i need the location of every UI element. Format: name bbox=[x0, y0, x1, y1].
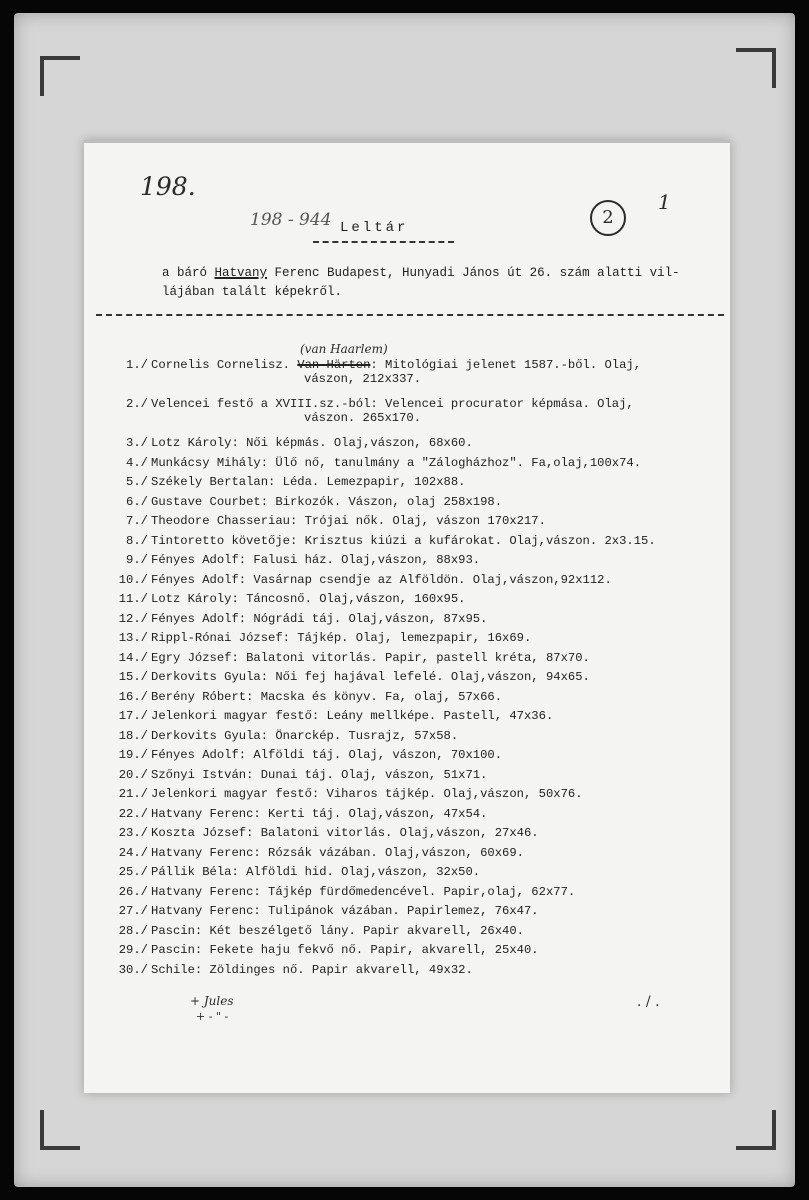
crop-mark-top-right bbox=[736, 48, 776, 88]
item-text: Berény Róbert: Macska és könyv. Fa, olaj, 57x66. bbox=[151, 689, 503, 704]
item-number: 30./ bbox=[118, 962, 148, 977]
item-number: 14./ bbox=[118, 650, 148, 665]
list-item bbox=[100, 397, 720, 436]
list-item bbox=[100, 963, 720, 983]
item-number: 20./ bbox=[118, 767, 148, 782]
list-item bbox=[100, 787, 720, 807]
list-item bbox=[100, 748, 720, 768]
item-number: 5./ bbox=[126, 475, 148, 489]
item-number: 9./ bbox=[126, 553, 148, 567]
item-number: 27./ bbox=[118, 904, 148, 918]
item-text: Lotz Károly: Táncosnő. Olaj,vászon, 160x95. bbox=[151, 592, 466, 606]
item-number: 15./ bbox=[118, 670, 148, 684]
item-number: 10./ bbox=[118, 572, 148, 587]
item-number: 1./ bbox=[126, 358, 148, 372]
list-item bbox=[100, 592, 720, 612]
item-text: Hatvany Ferenc: Tájkép fürdőmedencével. Papir,olaj, 62x77. bbox=[151, 884, 576, 899]
dashed-separator bbox=[96, 314, 724, 316]
item-text bbox=[151, 358, 641, 386]
item-number: 22./ bbox=[118, 806, 148, 821]
item-text: Jelenkori magyar festő: Leány mellképe. Pastell, 47x36. bbox=[151, 709, 554, 723]
list-item bbox=[100, 573, 720, 593]
item-number: 7./ bbox=[126, 514, 148, 528]
item-continuation: vászon, 212x337. bbox=[304, 372, 422, 386]
crop-mark-top-left bbox=[40, 56, 80, 96]
list-item bbox=[100, 826, 720, 846]
item-text: Fényes Adolf: Alföldi táj. Olaj, vászon, 70x100. bbox=[151, 748, 503, 762]
item-text: Hatvany Ferenc: Tulipánok vázában. Papirlemez, 76x47. bbox=[151, 904, 539, 918]
item-text: Rippl-Rónai József: Tájkép. Olaj, lemezpapir, 16x69. bbox=[151, 631, 532, 645]
item-text: Hatvany Ferenc: Rózsák vázában. Olaj,vászon, 60x69. bbox=[151, 845, 524, 860]
list-item bbox=[100, 631, 720, 651]
list-item bbox=[100, 514, 720, 534]
handwritten-van-haarlem: (van Haarlem) bbox=[300, 342, 388, 356]
list-item bbox=[100, 865, 720, 885]
item-number: 18./ bbox=[118, 728, 148, 743]
item-continuation: vászon. 265x170. bbox=[304, 411, 422, 425]
list-item bbox=[100, 475, 720, 495]
item-text: Schile: Zöldinges nő. Papir akvarell, 49x32. bbox=[151, 962, 473, 977]
title-underline bbox=[313, 241, 454, 243]
list-item bbox=[100, 807, 720, 827]
item-number: 29./ bbox=[118, 943, 148, 957]
item-text: Pállik Béla: Alföldi hid. Olaj,vászon, 32x50. bbox=[151, 865, 481, 879]
item-text: Lotz Károly: Női képmás. Olaj,vászon, 68x60. bbox=[151, 436, 473, 450]
item-text: Szőnyi István: Dunai táj. Olaj, vászon, 51x71. bbox=[151, 767, 488, 782]
list-item bbox=[100, 358, 720, 397]
list-item bbox=[100, 651, 720, 671]
crop-mark-bottom-right bbox=[736, 1110, 776, 1150]
list-item bbox=[100, 904, 720, 924]
item-number: 17./ bbox=[118, 709, 148, 723]
item-text: Munkácsy Mihály: Ülő nő, tanulmány a "Zálogházhoz". Fa,olaj,100x74. bbox=[151, 455, 642, 470]
handwritten-ditto: + - " - bbox=[196, 1010, 229, 1023]
handwritten-range: 198 - 944 bbox=[250, 210, 332, 230]
item-text: Fényes Adolf: Vasárnap csendje az Alföldön. Olaj,vászon,92x112. bbox=[151, 572, 612, 587]
intro-text-1: a báró bbox=[162, 266, 215, 280]
item-number: 13./ bbox=[118, 631, 148, 645]
item-number: 2./ bbox=[126, 397, 148, 411]
item-text: Fényes Adolf: Nógrádi táj. Olaj,vászon, 87x95. bbox=[151, 611, 488, 626]
list-item bbox=[100, 670, 720, 690]
item-text bbox=[151, 397, 634, 425]
item-number: 11./ bbox=[118, 592, 148, 606]
item-number: 8./ bbox=[126, 533, 148, 548]
crop-mark-bottom-left bbox=[40, 1110, 80, 1150]
item-desc: : Mitológiai jelenet 1587.-ből. Olaj, bbox=[370, 358, 642, 372]
item-number: 24./ bbox=[118, 845, 148, 860]
list-item bbox=[100, 943, 720, 963]
list-item bbox=[100, 612, 720, 632]
item-text: Tintoretto követője: Krisztus kiúzi a kufárokat. Olaj,vászon. 2x3.15. bbox=[151, 533, 656, 548]
item-text: Jelenkori magyar festő: Viharos tájkép. Olaj,vászon, 50x76. bbox=[151, 787, 583, 801]
list-item bbox=[100, 534, 720, 554]
inventory-list bbox=[100, 358, 720, 982]
list-item bbox=[100, 709, 720, 729]
intro-text-2: Ferenc Budapest, Hunyadi János út 26. szám alatti vil- bbox=[267, 266, 680, 280]
struck-text: Van Härten bbox=[297, 358, 371, 372]
handwritten-doc-number: 198. bbox=[140, 172, 196, 201]
item-desc: Velencei festő a XVIII.sz.-ból: Velencei procurator képmása. Olaj, bbox=[151, 397, 634, 411]
item-number: 12./ bbox=[118, 611, 148, 626]
item-number: 16./ bbox=[118, 689, 148, 704]
list-item bbox=[100, 495, 720, 515]
document-intro bbox=[162, 264, 722, 302]
item-number: 25./ bbox=[118, 865, 148, 879]
item-number: 3./ bbox=[126, 436, 148, 450]
end-mark: . / . bbox=[637, 994, 660, 1010]
list-item bbox=[100, 924, 720, 944]
handwritten-jules: + Jules bbox=[190, 994, 234, 1008]
item-number: 19./ bbox=[118, 748, 148, 762]
item-text: Derkovits Gyula: Önarckép. Tusrajz, 57x58. bbox=[151, 728, 459, 743]
handwritten-sheet-number: 1 bbox=[658, 190, 671, 214]
item-text: Pascin: Két beszélgető lány. Papir akvarell, 26x40. bbox=[151, 923, 524, 938]
intro-text-3: lájában talált képekről. bbox=[162, 285, 343, 299]
item-text: Fényes Adolf: Falusi ház. Olaj,vászon, 88x93. bbox=[151, 553, 481, 567]
list-item bbox=[100, 553, 720, 573]
item-text: Derkovits Gyula: Női fej hajával lefelé. Olaj,vászon, 94x65. bbox=[151, 670, 590, 684]
item-number: 21./ bbox=[118, 787, 148, 801]
item-text: Gustave Courbet: Birkozók. Vászon, olaj 258x198. bbox=[151, 494, 503, 509]
item-text: Theodore Chasseriau: Trójai nők. Olaj, vászon 170x217. bbox=[151, 514, 546, 528]
item-artist: Cornelis Cornelisz. bbox=[151, 358, 298, 372]
list-item bbox=[100, 436, 720, 456]
item-number: 4./ bbox=[126, 455, 148, 470]
item-number: 6./ bbox=[126, 494, 148, 509]
item-text: Hatvany Ferenc: Kerti táj. Olaj,vászon, 47x54. bbox=[151, 806, 488, 821]
item-text: Pascin: Fekete haju fekvő nő. Papir, akvarell, 25x40. bbox=[151, 943, 539, 957]
item-number: 26./ bbox=[118, 884, 148, 899]
list-item bbox=[100, 768, 720, 788]
document-title: Leltár bbox=[340, 220, 409, 236]
item-text: Koszta József: Balatoni vitorlás. Olaj,vászon, 27x46. bbox=[151, 826, 539, 840]
list-item bbox=[100, 690, 720, 710]
list-item bbox=[100, 456, 720, 476]
circled-number: 2 bbox=[590, 200, 626, 236]
list-item bbox=[100, 846, 720, 866]
intro-underlined-name: Hatvany bbox=[214, 266, 268, 280]
item-number: 23./ bbox=[118, 826, 148, 840]
list-item bbox=[100, 885, 720, 905]
item-text: Székely Bertalan: Léda. Lemezpapir, 102x88. bbox=[151, 475, 466, 489]
item-text: Egry József: Balatoni vitorlás. Papir, pastell kréta, 87x70. bbox=[151, 650, 590, 665]
item-number: 28./ bbox=[118, 923, 148, 938]
list-item bbox=[100, 729, 720, 749]
